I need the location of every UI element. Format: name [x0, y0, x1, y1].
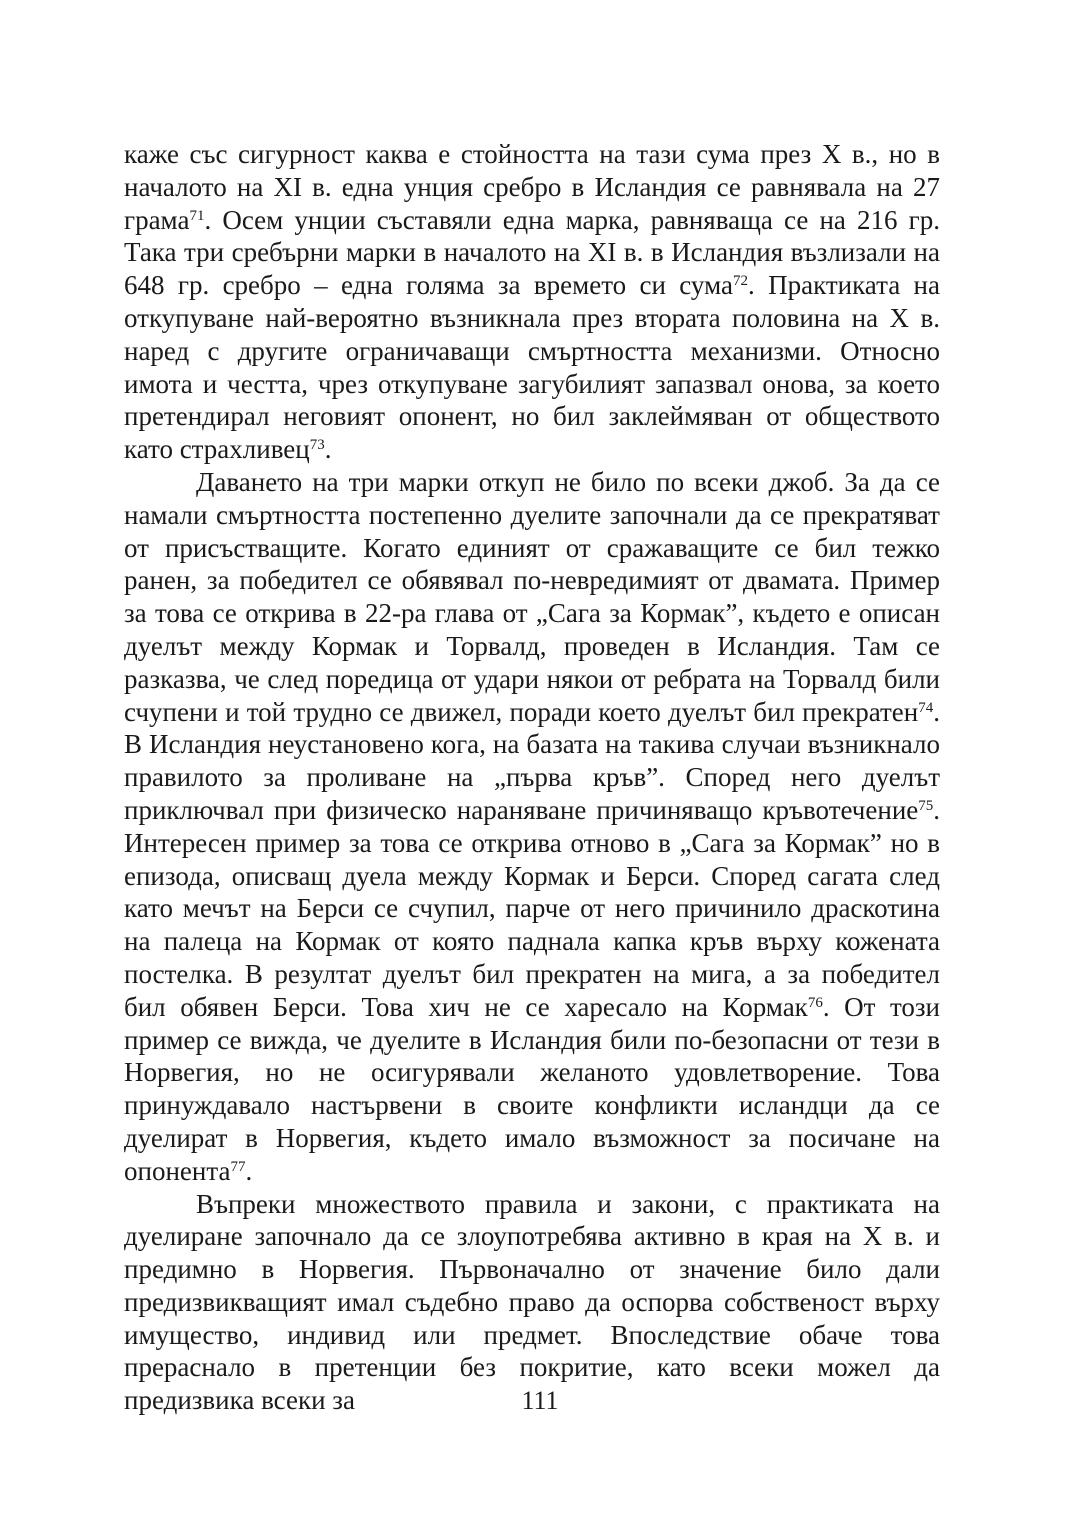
page-body [124, 138, 940, 1417]
footnote-ref-71: 71 [189, 207, 205, 224]
paragraph-2 [124, 466, 940, 1188]
footnote-ref-74: 74 [918, 699, 934, 716]
paragraph-text: . [324, 434, 332, 465]
paragraph-text: . В Исландия неустановено кога, на базата на такива случаи възникнало правилото за проливане на „първа кръв”. Според него дуелът приключвал при физическо нараняване причиняващо кръвотечение [124, 696, 940, 825]
paragraph-text: . Интересен пример за това се открива отново в „Сага за Кормак” но в епизода, описващ дуела между Кормак и Берси. Според сагата след като мечът на Берси се счупил, парче от него причинило драскотина на палеца на Кормак от която паднала капка кръв върху кожената постелка. В резултат дуелът бил прекратен на мига, а за победител бил обявен Берси. Това хич не се харесало на Кормак [124, 794, 940, 1022]
paragraph-text: . Практиката на откупуване най-вероятно възникнала през втората половина на Х в. наред с другите ограничаващи смъртността механизми. Относно имота и честта, чрез откупуване загубилият запазвал онова, за което претендирал неговият опонент, но бил заклеймяван от обществото като страхливец [124, 270, 940, 465]
paragraph-text: . [245, 1155, 253, 1186]
footnote-ref-73: 73 [309, 437, 325, 454]
paragraph-1 [124, 138, 940, 466]
paragraph-text: . Осем унции съставяли една марка, равняваща се на 216 гр. Така три сребърни марки в началото на ХІ в. в Исландия възлизали на 648 гр. сребро – една голяма за времето си сума [124, 204, 940, 301]
paragraph-text: Въпреки множеството правила и закони, с практиката на дуелиране започнало да се злоупотребява активно в края на Х в. и предимно в Норвегия. Първоначално от значение било дали предизвикващият имал съдебно право да оспорва собственост върху имущество, индивид или предмет. Впоследствие обаче това прераснало в претенции без покритие, като всеки можел да предизвика всеки за [124, 1188, 940, 1416]
footnote-ref-72: 72 [732, 273, 748, 290]
paragraph-text: каже със сигурност каква е стойността на тази сума през Х в., но в началото на ХІ в. една унция сребро в Исландия се равнявала на 27 грама [124, 139, 940, 235]
footnote-ref-77: 77 [230, 1158, 246, 1175]
paragraph-text: . От този пример се вижда, че дуелите в Исландия били по-безопасни от тези в Норвегия, но не осигурявали желаното удовлетворение. Това принуждавало настървени в своите конфликти исландци да се дуелират в Норвегия, където имало възможност за посичане на опонента [124, 991, 941, 1186]
paragraph-text: Даването на три марки откуп не било по всеки джоб. За да се намали смъртността постепенно дуелите започнали да се прекратяват от присъстващите. Когато единият от сражаващите се бил тежко ранен, за победител се обявявал по-невредимият от двамата. Пример за това се открива в 22-ра глава от „Сага за Кормак”, където е описан дуелът между Кормак и Торвалд, проведен в Исландия. Там се разказва, че след поредица от удари някои от ребрата на Торвалд били счупени и той трудно се движел, поради което дуелът бил прекратен [124, 466, 940, 727]
footnote-ref-75: 75 [918, 797, 934, 814]
paragraph-3 [124, 1188, 940, 1418]
page-number: 111 [521, 1386, 559, 1415]
footnote-ref-76: 76 [807, 994, 823, 1011]
